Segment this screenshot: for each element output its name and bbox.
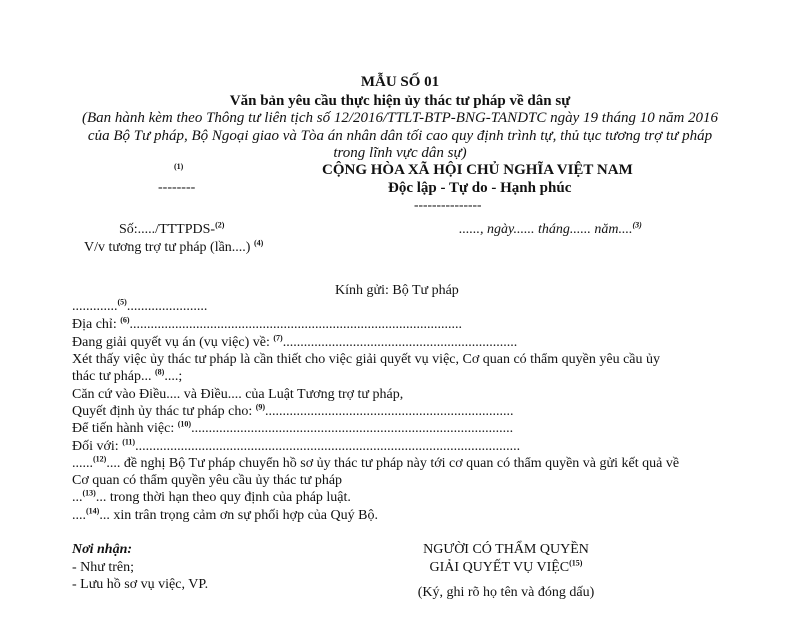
subject-line: V/v tương trợ tư pháp (lần....) $^{(4)}$ (84, 238, 264, 255)
salutation: Kính gửi: Bộ Tư pháp (335, 283, 459, 298)
issuer-dashes: -------- (158, 180, 196, 195)
body-line-agency: .............$^{(5)}$....................... (72, 297, 208, 314)
national-name: CỘNG HÒA XÃ HỘI CHỦ NGHĨA VIỆT NAM (322, 162, 633, 178)
body-line-legal-basis: Căn cứ vào Điều.... và Điều.... của Luật Tương trợ tư pháp, (72, 387, 404, 402)
form-number: MẪU SỐ 01 (360, 74, 440, 90)
body-line-deadline: ...$^{(13)}$... trong thời hạn theo quy định của pháp luật. (72, 488, 351, 505)
body-line-purpose: Để tiến hành việc: $^{(10)}$............................................................................................ (72, 419, 514, 436)
issuer-mark: (1) (174, 162, 184, 171)
body-line-request: ......$^{(12)}$.... đề nghị Bộ Tư pháp chuyển hồ sơ ủy thác tư pháp này tới cơ quan có thẩm quyền và gửi kết quả về (72, 454, 680, 471)
body-line-thanks: ....$^{(14)}$... xin trân trọng cảm ơn sự phối hợp của Quý Bộ. (72, 506, 378, 523)
recipient-item: - Lưu hồ sơ vụ việc, VP. (72, 577, 209, 592)
signer-title-line-1: NGƯỜI CÓ THẨM QUYỀN (423, 542, 589, 557)
signer-title-line-2: GIẢI QUYẾT VỤ VIỆC$^{(15)}$ (429, 558, 583, 575)
issuance-note-line-1: (Ban hành kèm theo Thông tư liên tịch số 12/2016/TTLT-BTP-BNG-TANDTC ngày 19 tháng 10 năm 2016 (81, 110, 719, 126)
issuance-note-line-2: của Bộ Tư pháp, Bộ Ngoại giao và Tòa án nhân dân tối cao quy định trình tự, thủ tục tương trợ tư pháp (87, 128, 713, 144)
document-date: ......, ngày...... tháng...... năm....$^{(3)}$ (459, 220, 642, 237)
body-line-consideration-cont: thác tư pháp... $^{(8)}$....; (72, 367, 183, 384)
body-line-consideration: Xét thấy việc ủy thác tư pháp là cần thiết cho việc giải quyết vụ việc, Cơ quan có thẩm quyền yêu cầu ủy (72, 352, 661, 367)
signature-note: (Ký, ghi rõ họ tên và đóng dấu) (417, 585, 595, 600)
form-title: Văn bản yêu cầu thực hiện ủy thác tư pháp về dân sự (229, 93, 571, 109)
body-line-subject: Đối với: $^{(11)}$.............................................................................................................. (72, 437, 521, 454)
national-motto: Độc lập - Tự do - Hạnh phúc (388, 180, 572, 196)
document-number: Số:...../TTTPDS-$^{(2)}$ (119, 220, 225, 237)
body-line-decision: Quyết định ủy thác tư pháp cho: $^{(9)}$....................................................................... (72, 402, 514, 419)
recipients-heading: Nơi nhận: (72, 542, 133, 557)
body-line-case: Đang giải quyết vụ án (vụ việc) về: $^{(7)}$................................................................... (72, 333, 518, 350)
body-line-request-cont: Cơ quan có thẩm quyền yêu cầu ủy thác tư pháp (72, 473, 343, 488)
national-dashes: --------------- (414, 197, 482, 212)
recipient-item: - Như trên; (72, 560, 135, 575)
issuance-note-line-3: trong lĩnh vực dân sự) (333, 145, 467, 161)
body-line-address: Địa chỉ: $^{(6)}$............................................................................................... (72, 315, 463, 332)
